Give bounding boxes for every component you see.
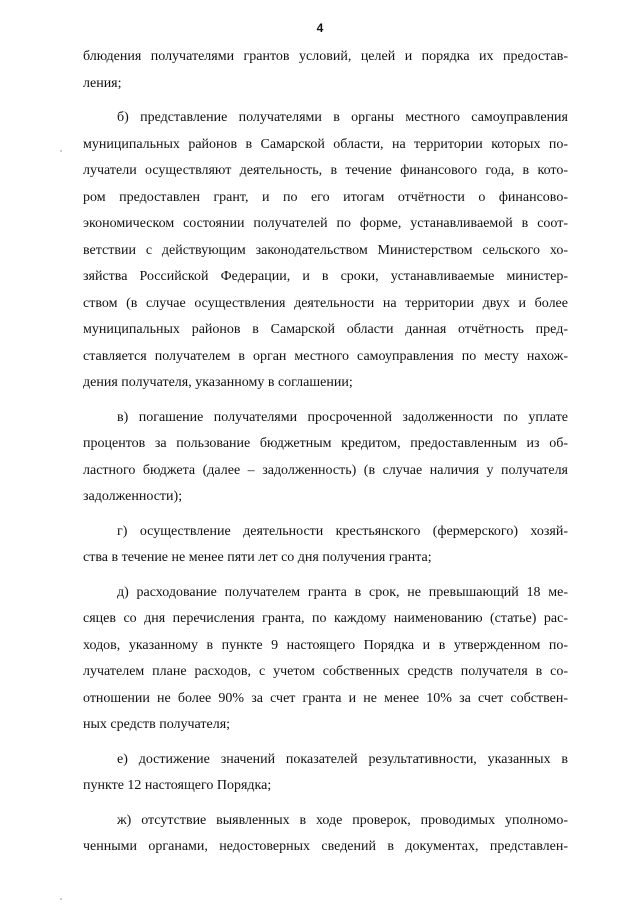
text-line: ством (в случае осуществления деятельности на территории двух и более	[83, 295, 568, 311]
paragraph-item-g	[83, 519, 568, 572]
text-line: зяйства Российской Федерации, и в сроки, устанавливаемые министер-	[83, 269, 568, 284]
page-number: 4	[316, 21, 324, 35]
text-line: е) достижение значений показателей результативности, указанных в	[117, 751, 568, 767]
text-line: муниципальных районов в Самарской области данная отчётность пред-	[83, 322, 568, 337]
text-line: процентов за пользование бюджетным кредитом, предоставленным из об-	[83, 436, 568, 451]
text-line: б) представление получателями в органы местного самоуправления	[117, 110, 568, 125]
text-line: ж) отсутствие выявленных в ходе проверок, проводимых уполномо-	[117, 812, 568, 828]
paragraph-item-e	[83, 747, 568, 800]
paragraph-continuation	[83, 44, 568, 97]
text-line: ставляется получателем в орган местного самоуправления по месту нахож-	[83, 348, 568, 364]
text-line: лучателем плане расходов, с учетом собственных средств получателя в со-	[83, 664, 568, 679]
paragraph-item-v	[83, 405, 568, 511]
text-line: ластного бюджета (далее – задолженность) (в случае наличия у получателя	[83, 462, 568, 478]
text-line: экономическом состоянии получателей по форме, устанавливаемой в соот-	[83, 216, 568, 231]
paragraph-item-b	[83, 105, 568, 397]
paragraph-item-d	[83, 580, 568, 739]
text-line: лучатели осуществляют деятельность, в течение финансового года, в кото-	[83, 163, 568, 178]
text-line: ных средств получателя;	[83, 717, 231, 732]
text-line: ром предоставлен грант, и по его итогам отчётности о финансово-	[83, 189, 568, 205]
text-line: сяцев со дня перечисления гранта, по каждому наименованию (статье) рас-	[83, 611, 568, 626]
document-body	[83, 44, 568, 869]
text-line: дения получателя, указанному в соглашении;	[83, 375, 353, 390]
text-line: ветствии с действующим законодательством Министерством сельского хо-	[83, 242, 568, 258]
text-line: в) погашение получателями просроченной задолженности по уплате	[117, 409, 568, 425]
text-line: задолженности);	[83, 489, 183, 504]
text-line: блюдения получателями грантов условий, целей и порядка их предостав-	[83, 49, 568, 64]
text-line: муниципальных районов в Самарской области, на территории которых по-	[83, 136, 568, 152]
text-line: г) осуществление деятельности крестьянского (фермерского) хозяй-	[117, 523, 568, 539]
text-line: ления;	[83, 75, 122, 91]
paragraph-item-zh	[83, 808, 568, 861]
text-line: ходов, указанному в пункте 9 настоящего Порядка и в утвержденном по-	[83, 637, 568, 653]
text-line: отношении не более 90% за счет гранта и не менее 10% за счет собствен-	[83, 690, 568, 706]
text-line: ства в течение не менее пяти лет со дня получения гранта;	[83, 550, 432, 565]
scan-speck	[60, 150, 62, 152]
text-line: пункте 12 настоящего Порядка;	[83, 778, 272, 793]
text-line: д) расходование получателем гранта в срок, не превышающий 18 ме-	[117, 584, 568, 600]
scan-speck	[60, 898, 62, 900]
text-line: ченными органами, недостоверных сведений в документах, представлен-	[83, 839, 568, 854]
